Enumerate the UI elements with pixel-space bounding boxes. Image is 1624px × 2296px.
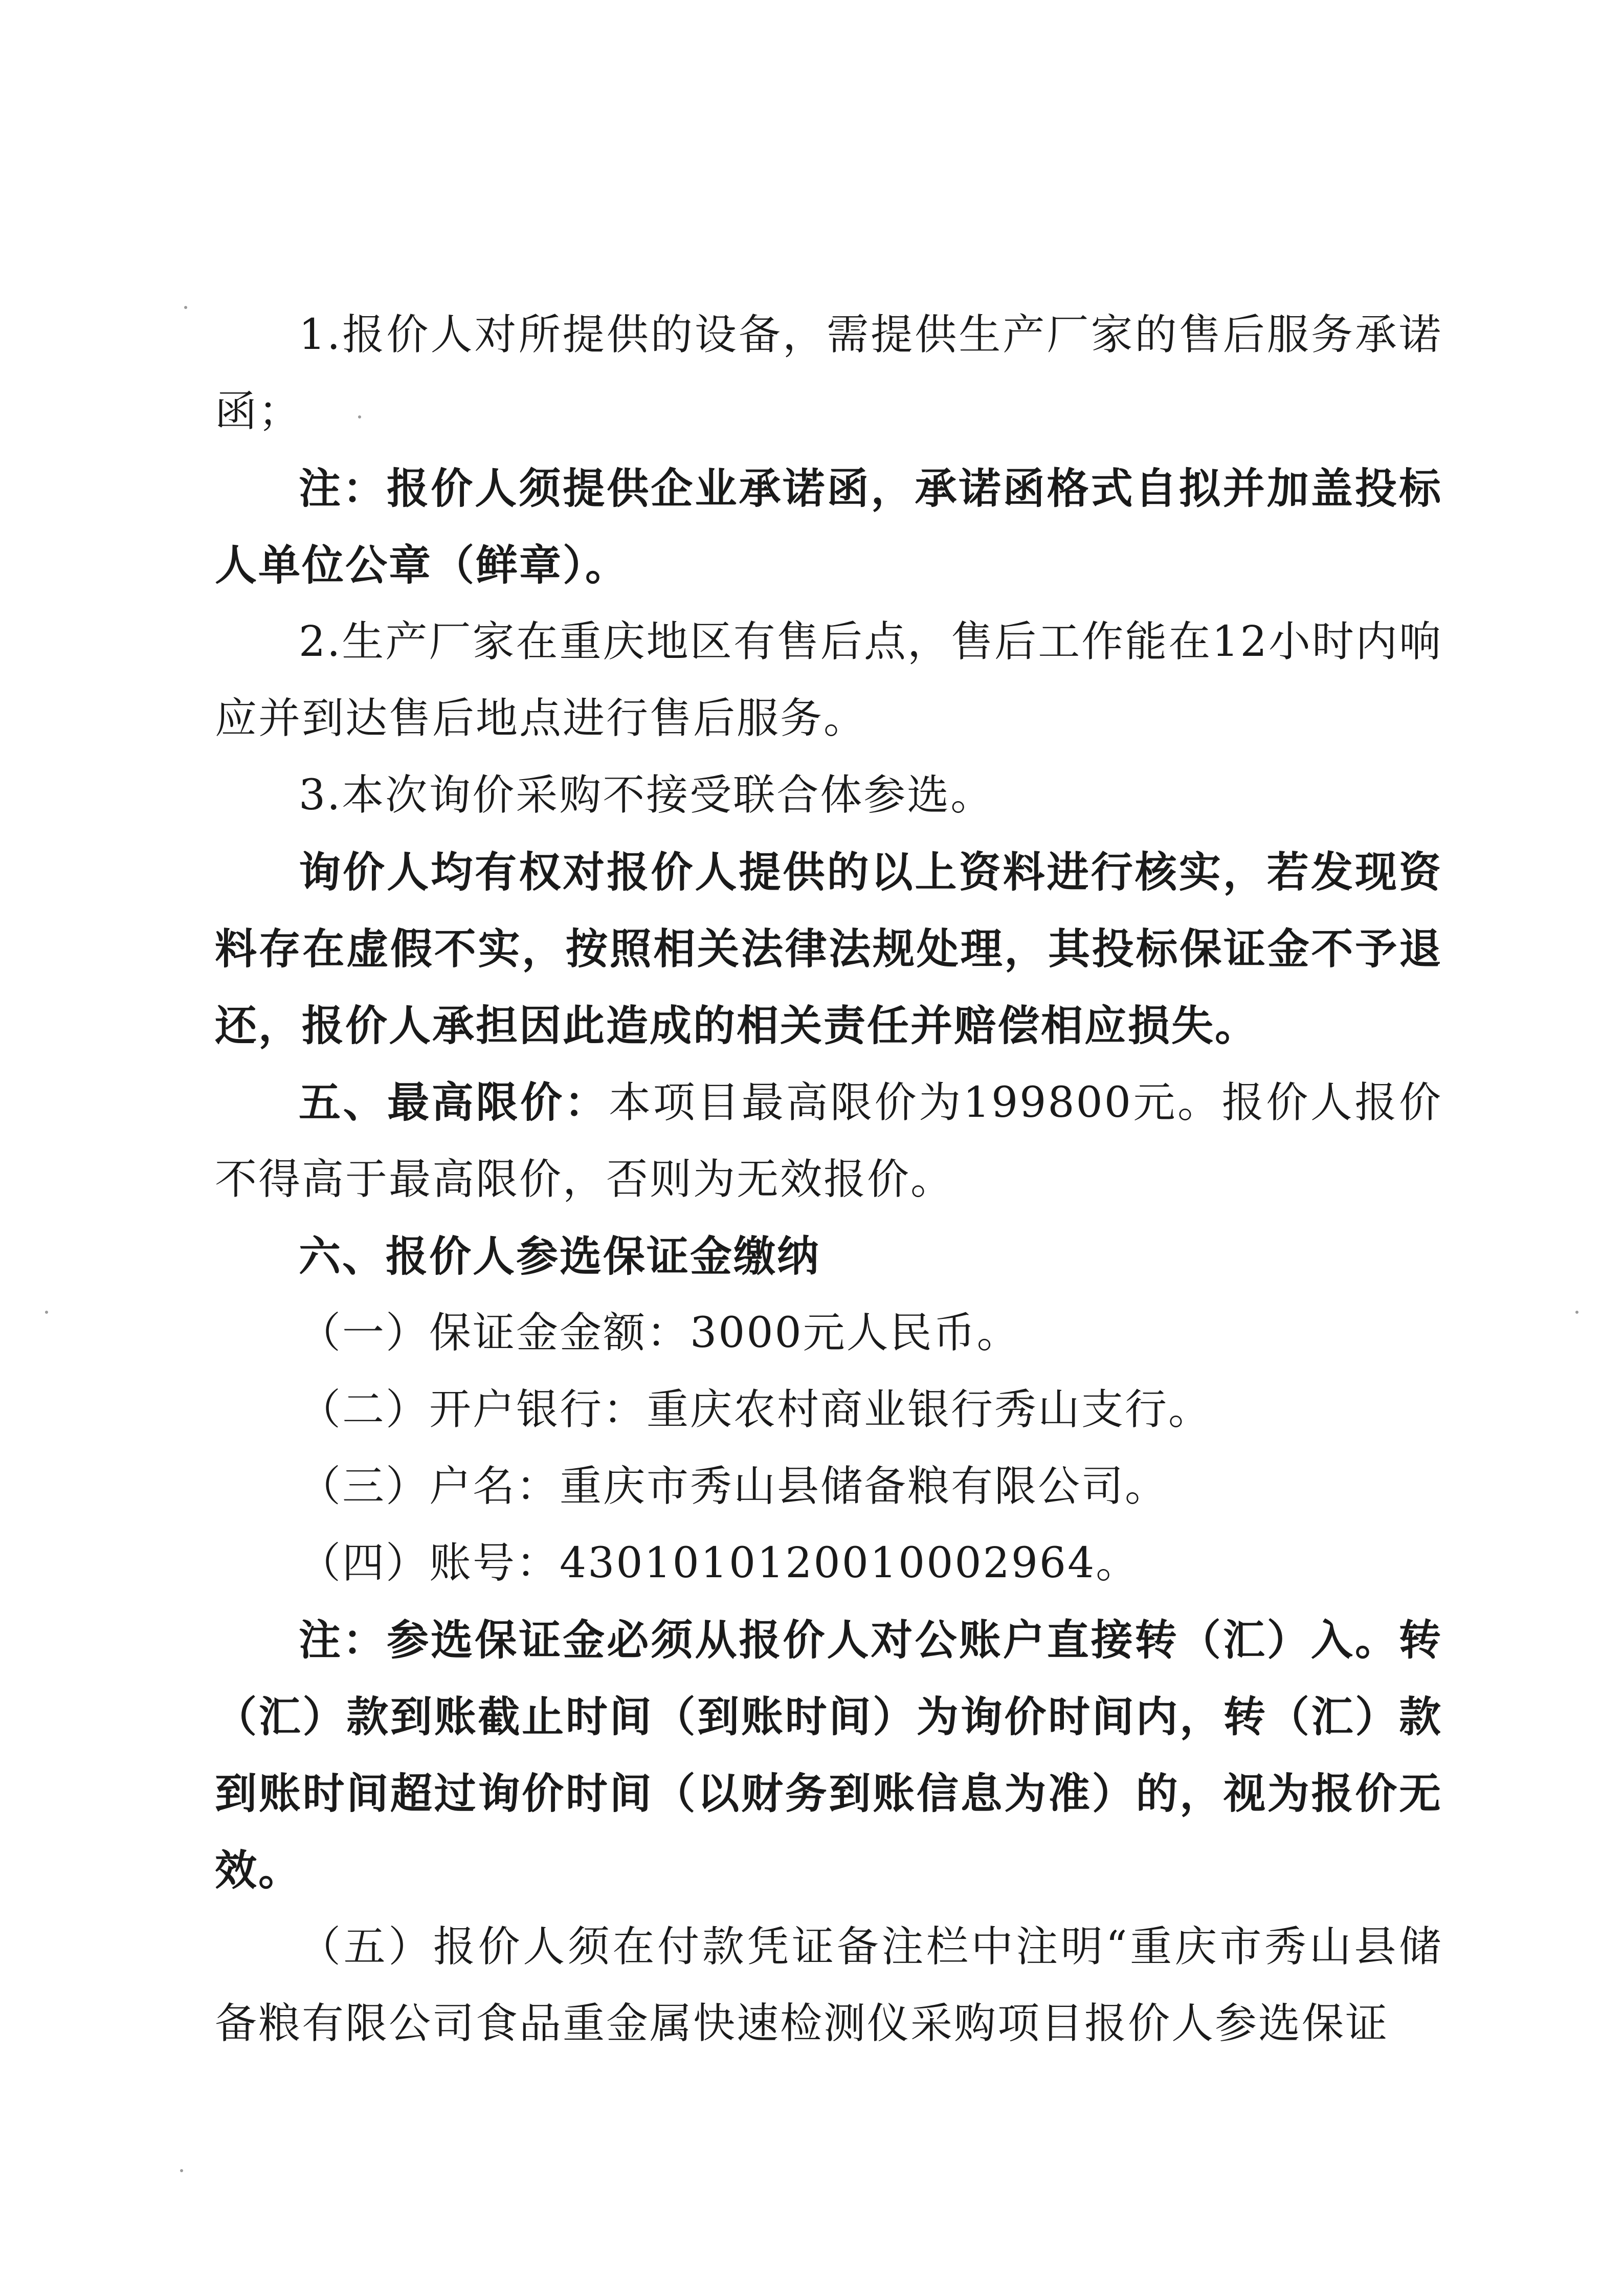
section-max-price-text: 本项目最高限价为199800元。报价人报价不得高于最高限价，否则为无效报价。 xyxy=(215,1078,1442,1204)
paragraph-commitment-note: 注：报价人须提供企业承诺函，承诺函格式自拟并加盖投标人单位公章（鲜章）。 xyxy=(215,464,1442,590)
deposit-item-remark: （五）报价人须在付款凭证备注栏中注明“重庆市秀山县储备粮有限公司食品重金属快速检测仪采购项目报价人参选保证 xyxy=(215,1923,1442,2048)
section-max-price-heading: 五、最高限价： xyxy=(299,1078,609,1127)
scan-speck xyxy=(184,306,187,309)
paragraph-service-point: 2.生产厂家在重庆地区有售后点，售后工作能在12小时内响应并到达售后地点进行售后服务。 xyxy=(215,617,1442,743)
document-body xyxy=(215,297,1442,2062)
paragraph-no-consortium: 3.本次询价采购不接受联合体参选。 xyxy=(299,771,994,820)
section-deposit-heading: 六、报价人参选保证金缴纳 xyxy=(299,1232,821,1281)
paragraph-verification: 询价人均有权对报价人提供的以上资料进行核实，若发现资料存在虚假不实，按照相关法律法规处理，其投标保证金不予退还，报价人承担因此造成的相关责任并赔偿相应损失。 xyxy=(215,848,1442,1050)
paragraph-after-sales-commitment: 1.报价人对所提供的设备，需提供生产厂家的售后服务承诺函； xyxy=(215,311,1442,436)
deposit-item-amount: （一）保证金金额：3000元人民币。 xyxy=(299,1309,1020,1357)
scan-speck xyxy=(180,2169,183,2172)
deposit-transfer-note: 注：参选保证金必须从报价人对公账户直接转（汇）入。转（汇）款到账截止时间（到账时间）为询价时间内，转（汇）款到账时间超过询价时间（以财务到账信息为准）的，视为报价无效。 xyxy=(215,1616,1442,1895)
deposit-item-bank: （二）开户银行：重庆农村商业银行秀山支行。 xyxy=(299,1385,1212,1434)
deposit-item-account-number: （四）账号：4301010120010002964。 xyxy=(299,1539,1140,1587)
scan-speck xyxy=(1575,1311,1578,1314)
deposit-item-account-name: （三）户名：重庆市秀山县储备粮有限公司。 xyxy=(299,1462,1169,1511)
scan-speck xyxy=(45,1311,48,1314)
section-max-price xyxy=(215,1064,1442,1218)
